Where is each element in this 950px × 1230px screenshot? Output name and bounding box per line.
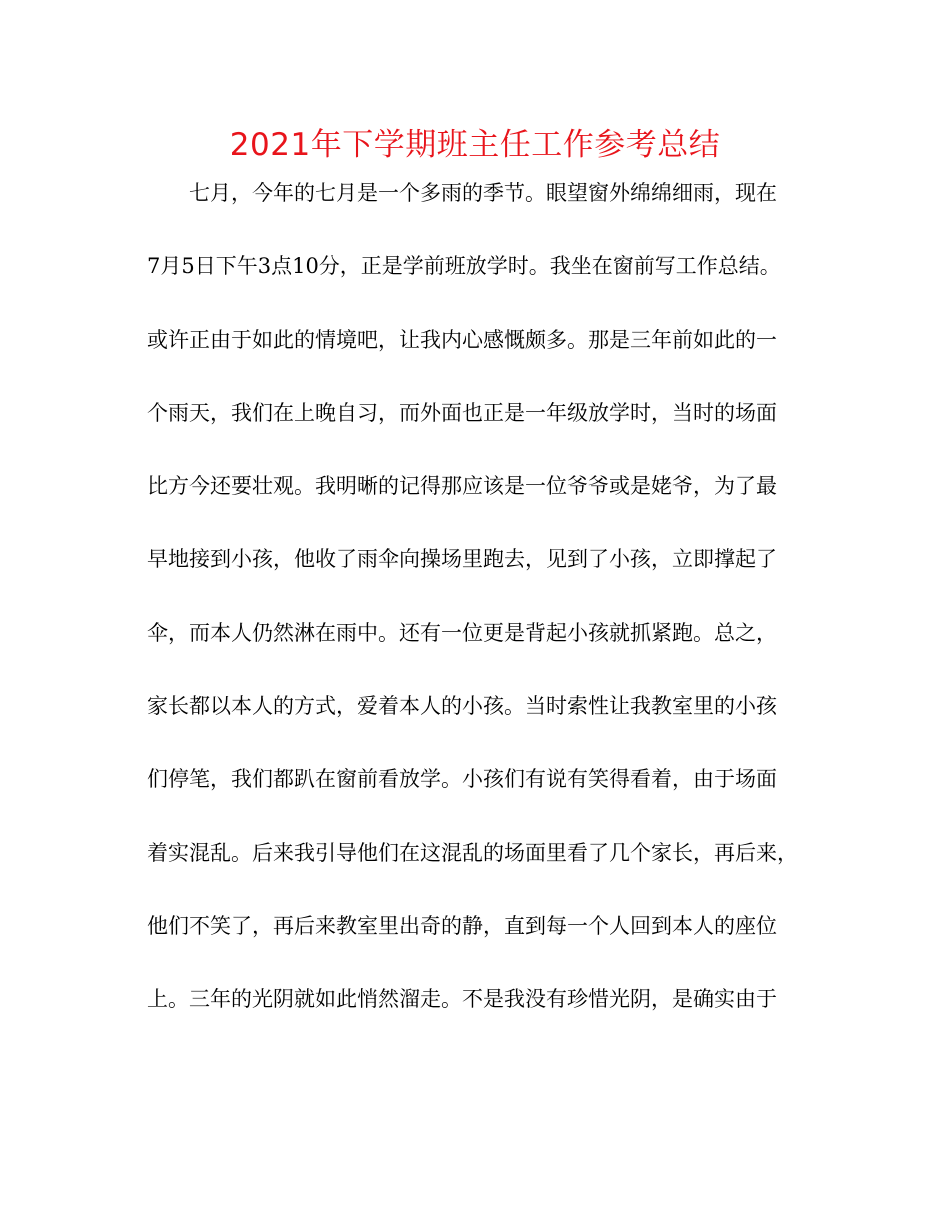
paragraph-line: 伞，而本人仍然淋在雨中。还有一位更是背起小孩就抓紧跑。总之， [147,620,777,645]
paragraph-line: 上。三年的光阴就如此悄然溜走。不是我没有珍惜光阴，是确实由于 [147,987,777,1012]
document-title: 2021年下学期班主任工作参考总结 [229,127,721,163]
paragraph-line: 们停笔，我们都趴在窗前看放学。小孩们有说有笑得看着，由于场面 [147,767,777,792]
paragraph-line: 他们不笑了，再后来教室里出奇的静，直到每一个人回到本人的座位 [147,913,777,938]
paragraph-line: 早地接到小孩，他收了雨伞向操场里跑去，见到了小孩，立即撑起了 [147,547,777,572]
paragraph-line: 7月5日下午3点10分，正是学前班放学时。我坐在窗前写工作总结。 [147,254,781,279]
paragraph-line: 个雨天，我们在上晚自习，而外面也正是一年级放学时，当时的场面 [147,400,777,425]
paragraph-line: 着实混乱。后来我引导他们在这混乱的场面里看了几个家长，再后来， [147,840,798,865]
document-body [147,170,827,1050]
paragraph-line: 比方今还要壮观。我明晰的记得那应该是一位爷爷或是姥爷，为了最 [147,474,777,499]
paragraph-line: 或许正由于如此的情境吧，让我内心感慨颇多。那是三年前如此的一 [147,327,777,352]
paragraph-line: 七月，今年的七月是一个多雨的季节。眼望窗外绵绵细雨，现在 [189,181,777,205]
paragraph-line: 家长都以本人的方式，爱着本人的小孩。当时索性让我教室里的小孩 [147,694,777,719]
